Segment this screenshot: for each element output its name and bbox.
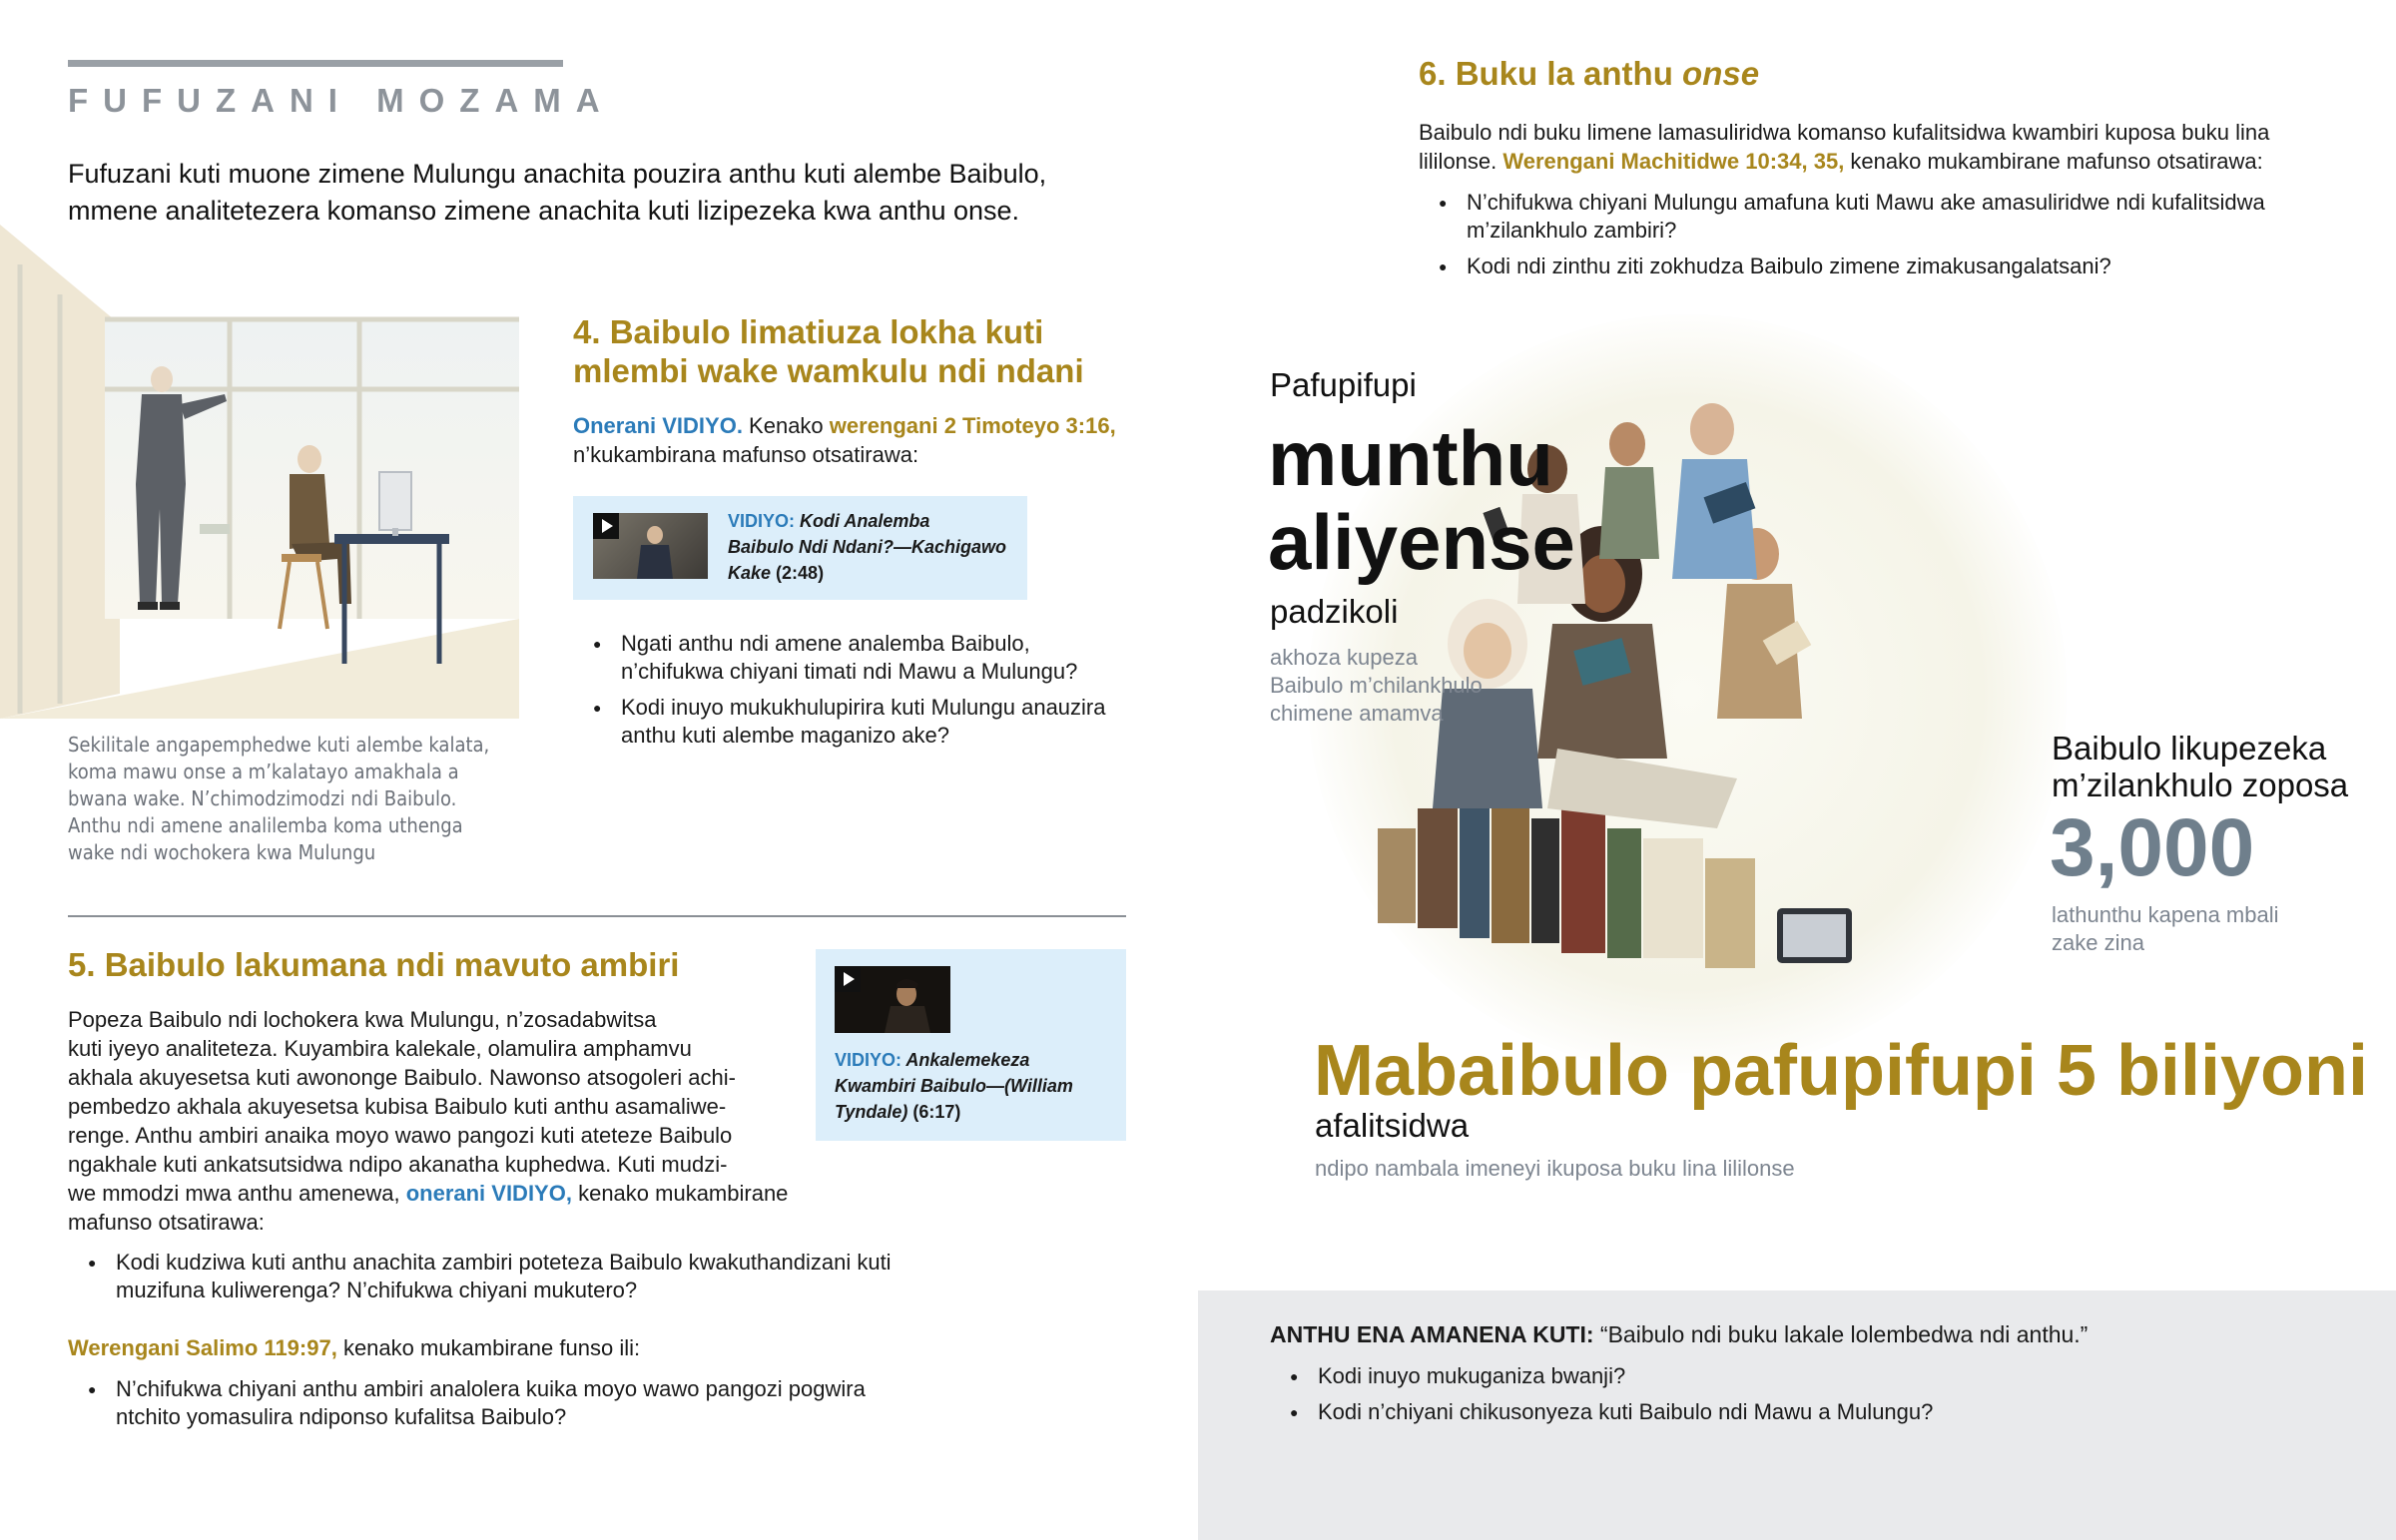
video-card-tyndale[interactable] xyxy=(816,949,1126,1141)
section4-questions xyxy=(573,630,1132,758)
objection-questions xyxy=(1270,1362,2368,1434)
section4-heading: 4. Baibulo limatiuza lokha kuti mlembi wake wamkulu ndi ndani xyxy=(573,313,1084,389)
play-icon[interactable] xyxy=(835,966,861,992)
stat2-label: Baibulo likupezeka m’zilankhulo zoposa xyxy=(2052,730,2349,803)
section6-paragraph: Baibulo ndi buku limene lamasuliridwa komanso kufalitsidwa kwambiri kuposa buku lina lililonse. Werengani Machitidwe 10:34, 35, kenako mukambirane mafunso otsatirawa: xyxy=(1419,120,2270,174)
stat1-sub: padzikoli xyxy=(1270,593,1399,630)
watch-video-link[interactable]: onerani VIDIYO, xyxy=(405,1181,572,1206)
section-divider xyxy=(68,915,1126,917)
list-item: ● Kodi inuyo mukuganiza bwanji? xyxy=(1270,1362,2368,1390)
intro-text: Fufuzani kuti muone zimene Mulungu anachita pouzira anthu kuti alembe Baibulo, mmene analitetezera komanso zimene anachita kuti lizipezeka kwa anthu onse. xyxy=(68,159,1047,226)
office-scene-illustration xyxy=(0,225,519,719)
reader-man-cap xyxy=(1599,422,1659,559)
list-item: ● Ngati anthu ndi amene analemba Baibulo, n’chifukwa chiyani timati ndi Mawu a Mulungu? xyxy=(573,630,1132,686)
stat1-headline: munthu aliyense xyxy=(1268,414,1575,586)
list-item: ● Kodi ndi zinthu ziti zokhudza Baibulo zimene zimakusangalatsani? xyxy=(1419,253,2347,280)
stat2-number: 3,000 xyxy=(2050,802,2255,893)
list-item: ● N’chifukwa chiyani Mulungu amafuna kuti Mawu ake amasuliridwe ndi kufalitsidwa m’zilankhulo zambiri? xyxy=(1419,189,2347,245)
section5-reading: Werengani Salimo 119:97, kenako mukambirane funso ili: xyxy=(68,1335,641,1360)
illustration-caption: Sekilitale angapemphedwe kuti alembe kalata, koma mawu onse a m’kalatayo amakhala a bwana wake. N’chimodzimodzi ndi Baibulo. Anthu ndi amene analilemba koma uthenga wake ndi wochokera kwa Mulungu xyxy=(68,733,490,864)
stat2-note: lathunthu kapena mbali zake zina xyxy=(2052,902,2279,955)
reader-woman-top xyxy=(1672,403,1757,579)
section5-questions-b xyxy=(68,1375,926,1439)
section5-questions-a xyxy=(68,1249,926,1312)
list-item: ● Kodi inuyo mukukhulupirira kuti Mulungu anauzira anthu kuti alembe maganizo ake? xyxy=(573,694,1132,750)
scripture-link[interactable]: Werengani Salimo 119:97, xyxy=(68,1335,337,1360)
video-title[interactable]: VIDIYO: Kodi Analemba Baibulo Ndi Ndani?—Kachigawo Kake (2:48) xyxy=(728,511,1007,583)
scripture-link[interactable]: werengani 2 Timoteyo 3:16, xyxy=(829,413,1116,438)
video-thumbnail[interactable] xyxy=(593,513,708,579)
watch-video-link[interactable]: Onerani VIDIYO. xyxy=(573,413,743,438)
section4-instructions: Onerani VIDIYO. Kenako werengani 2 Timoteyo 3:16, n’kukambirana mafunso otsatirawa: xyxy=(573,413,1116,467)
video-title[interactable]: VIDIYO: Ankalemekeza Kwambiri Baibulo—(William Tyndale) (6:17) xyxy=(835,1050,1073,1122)
play-icon[interactable] xyxy=(593,513,619,539)
list-item: ● Kodi n’chiyani chikusonyeza kuti Baibulo ndi Mawu a Mulungu? xyxy=(1270,1398,2368,1426)
stat3-note: ndipo nambala imeneyi ikuposa buku lina lililonse xyxy=(1315,1156,1795,1181)
section6-heading: 6. Buku la anthu onse xyxy=(1419,55,1760,92)
objection-statement: ANTHU ENA AMANENA KUTI: “Baibulo ndi buku lakale lolembedwa ndi anthu.” xyxy=(1270,1321,2089,1347)
stat3-sub: afalitsidwa xyxy=(1315,1107,1470,1144)
list-item: ● N’chifukwa chiyani anthu ambiri analolera kuika moyo wawo pangozi pogwira ntchito yomasulira ndiponso kufalitsa Baibulo? xyxy=(68,1375,926,1431)
video-card-who-wrote-bible[interactable] xyxy=(573,496,1027,600)
section5-heading: 5. Baibulo lakumana ndi mavuto ambiri xyxy=(68,946,680,983)
stat1-note: akhoza kupeza Baibulo m’chilankhulo chimene amamva xyxy=(1270,645,1483,726)
desk xyxy=(334,534,449,544)
page-title: FUFUZANI MOZAMA xyxy=(68,82,615,119)
video-thumbnail[interactable] xyxy=(835,966,950,1033)
list-item: ● Kodi kudziwa kuti anthu anachita zambiri poteteza Baibulo kwakuthandizani kuti muzifuna kuliwerenga? N’chifukwa chiyani mukutero? xyxy=(68,1249,926,1304)
stat3-headline: Mabaibulo pafupifupi 5 biliyoni xyxy=(1314,1031,2368,1111)
scripture-link[interactable]: Werengani Machitidwe 10:34, 35, xyxy=(1502,149,1845,174)
header-rule xyxy=(68,60,563,67)
stat1-prefix: Pafupifupi xyxy=(1270,366,1417,403)
section6-questions xyxy=(1419,189,2347,288)
section5-paragraph: Popeza Baibulo ndi lochokera kwa Mulungu, n’zosadabwitsa kuti iyeyo analiteteza. Kuyambira kalekale, olamulira amphamvu akhala akuyesetsa kuti awononge Baibulo. Nawonso atsogoleri achi- pembedzo akhala akuyesetsa kubisa Baibulo kuti anthu asamaliwe- renge. Anthu ambiri anaika moyo wawo pangozi kuti ateteze Baibulo ngakhale kuti ankatsutsidwa ndipo akanatha kuphedwa. Kuti mudzi- we mmodzi mwa anthu amenewa, onerani VIDIYO, kenako mukambirane mafunso otsatirawa: xyxy=(68,1007,789,1235)
